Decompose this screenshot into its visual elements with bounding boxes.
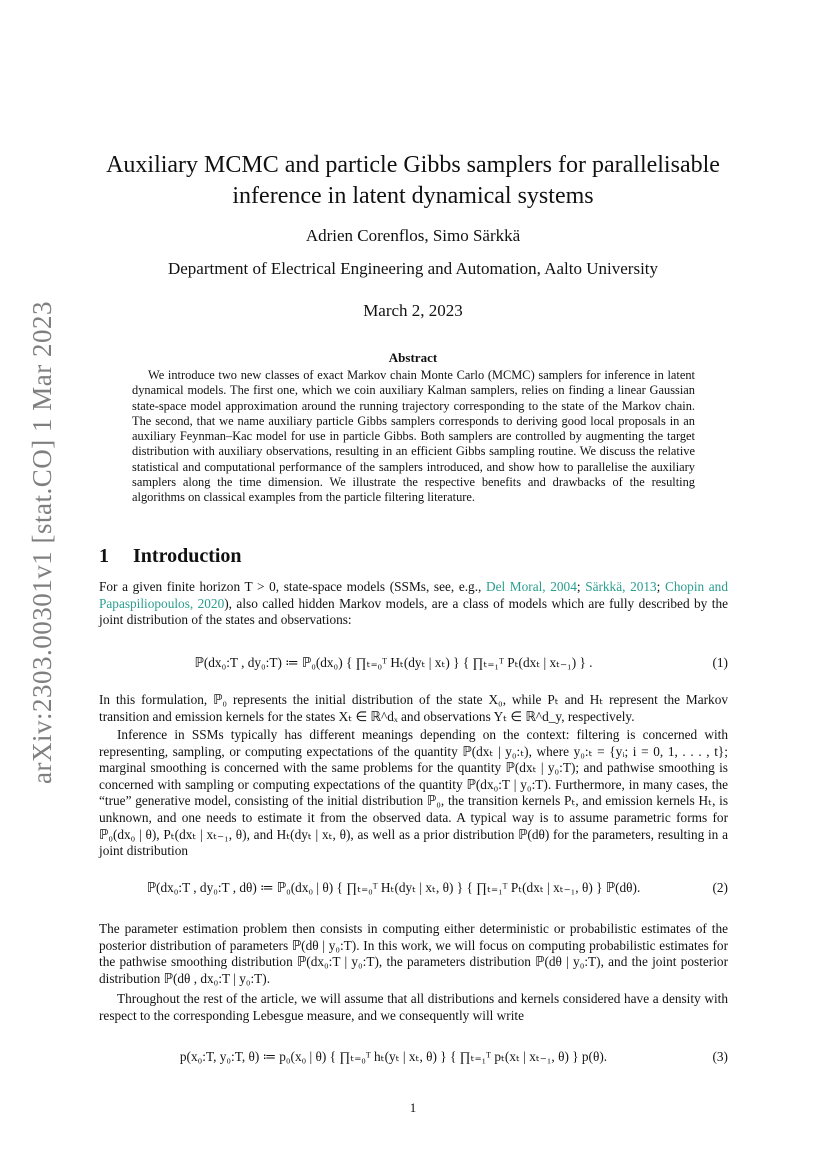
equation-3 [99, 1037, 728, 1077]
section-title: Introduction [133, 545, 242, 567]
date: March 2, 2023 [363, 301, 463, 320]
abstract-heading: Abstract [388, 350, 438, 365]
paragraph-1-sep-2: ; [656, 579, 665, 594]
section-heading [99, 545, 242, 568]
paragraph-1 [99, 579, 728, 629]
paragraph-1-text-a: For a given finite horizon T > 0, state-space models (SSMs, see, e.g., [99, 579, 486, 594]
paragraph-2: In this formulation, ℙ₀ represents the initial distribution of the state X₀, while Pₜ and Hₜ represent the Markov transition and emission kernels for the states Xₜ ∈ ℝ^dₓ and observations Yₜ ∈ ℝ^d_y, respectively. [99, 692, 728, 724]
equation-2-body: ℙ(dx₀:T , dy₀:T , dθ) ≔ ℙ₀(dx₀ | θ) { ∏ₜ₌₀ᵀ Hₜ(dyₜ | xₜ, θ) } { ∏ₜ₌₁ᵀ Pₜ(dxₜ | xₜ₋₁, θ) } ℙ(dθ). [146, 880, 641, 895]
affiliation: Department of Electrical Engineering and Automation, Aalto University [167, 259, 659, 278]
title-line-2: inference in latent dynamical systems [232, 183, 594, 209]
paragraph-1-text-b: ), also called hidden Markov models, are a class of models which are fully described by the joint distribution of the states and observations: [99, 595, 729, 628]
arxiv-stamp-text: arXiv:2303.00301v1 [stat.CO] 1 Mar 2023 [26, 301, 57, 784]
page-number: 1 [409, 1100, 417, 1115]
paragraph-5: Throughout the rest of the article, we will assume that all distributions and kernels considered have a density with respect to the corresponding Lebesgue measure, and we consequently will write [99, 991, 728, 1023]
equation-2 [99, 868, 728, 908]
citation-del-moral[interactable]: Del Moral, 2004 [485, 579, 577, 594]
equation-1 [99, 643, 728, 683]
citation-sarkka[interactable]: Särkkä, 2013 [585, 579, 657, 594]
equation-1-body: ℙ(dx₀:T , dy₀:T) ≔ ℙ₀(dx₀) { ∏ₜ₌₀ᵀ Hₜ(dyₜ | xₜ) } { ∏ₜ₌₁ᵀ Pₜ(dxₜ | xₜ₋₁) } . [194, 655, 593, 670]
title-line-1: Auxiliary MCMC and particle Gibbs samplers for parallelisable [106, 152, 720, 178]
equation-2-number: (2) [712, 880, 728, 895]
paragraph-3: Inference in SSMs typically has different meanings depending on the context: filtering is concerned with representing, sampling, or computing expectations of the quantity ℙ(dxₜ | y₀:ₜ), where y₀:ₜ = {yᵢ; i = 0, 1, . . . , t}; marginal smoothing is concerned with the same problems for the quantity ℙ(dxₜ | y₀:T); and pathwise smoothing is concerned with sampling or computing expectations of the quantity ℙ(dx₀:T | y₀:T). Furthermore, in many cases, the “true” generative model, consisting of the initial distribution ℙ₀, the transition kernels Pₜ, and emission kernels Hₜ, is unknown, and one needs to estimate it from the observed data. A typical way is to assume parametric forms for ℙ₀(dx₀ | θ), Pₜ(dxₜ | xₜ₋₁, θ), and Hₜ(dyₜ | xₜ, θ), as well as a prior distribution ℙ(dθ) for the parameters, resulting in a joint distribution [99, 727, 728, 859]
paper-title [90, 150, 736, 212]
equation-3-number: (3) [712, 1049, 728, 1064]
paragraph-4: The parameter estimation problem then consists in computing either deterministic or probabilistic estimates of the posterior distribution of parameters ℙ(dθ | y₀:T). In this work, we will focus on computing probabilistic estimates for the pathwise smoothing distribution ℙ(dx₀:T | y₀:T), the parameters distribution ℙ(dθ | y₀:T), and the joint posterior distribution ℙ(dθ , dx₀:T | y₀:T). [99, 921, 728, 986]
arxiv-stamp [22, 301, 62, 784]
authors: Adrien Corenflos, Simo Särkkä [305, 226, 521, 245]
paragraph-1-sep-1: ; [576, 579, 586, 594]
equation-1-number: (1) [712, 655, 728, 670]
equation-3-body: p(x₀:T, y₀:T, θ) ≔ p₀(x₀ | θ) { ∏ₜ₌₀ᵀ hₜ(yₜ | xₜ, θ) } { ∏ₜ₌₁ᵀ pₜ(xₜ | xₜ₋₁, θ) } p(θ). [179, 1049, 608, 1064]
abstract-text: We introduce two new classes of exact Markov chain Monte Carlo (MCMC) samplers for inference in latent dynamical models. The first one, which we coin auxiliary Kalman samplers, relies on finding a linear Gaussian state-space model approximation around the running trajectory corresponding to the state of the Markov chain. The second, that we name auxiliary particle Gibbs samplers corresponds to deriving good local proposals in an auxiliary Feynman–Kac model for use in particle Gibbs. Both samplers are controlled by augmenting the target distribution with auxiliary observations, resulting in an efficient Gibbs sampling routine. We discuss the relative statistical and computational performance of the samplers introduced, and show how to parallelise the auxiliary samplers along the time dimension. We illustrate the respective benefits and drawbacks of the resulting algorithms on classical examples from the particle filtering literature. [132, 368, 695, 505]
section-number: 1 [99, 545, 109, 567]
citation-chopin[interactable]: Chopin and Papaspiliopoulos, 2020 [99, 579, 728, 611]
